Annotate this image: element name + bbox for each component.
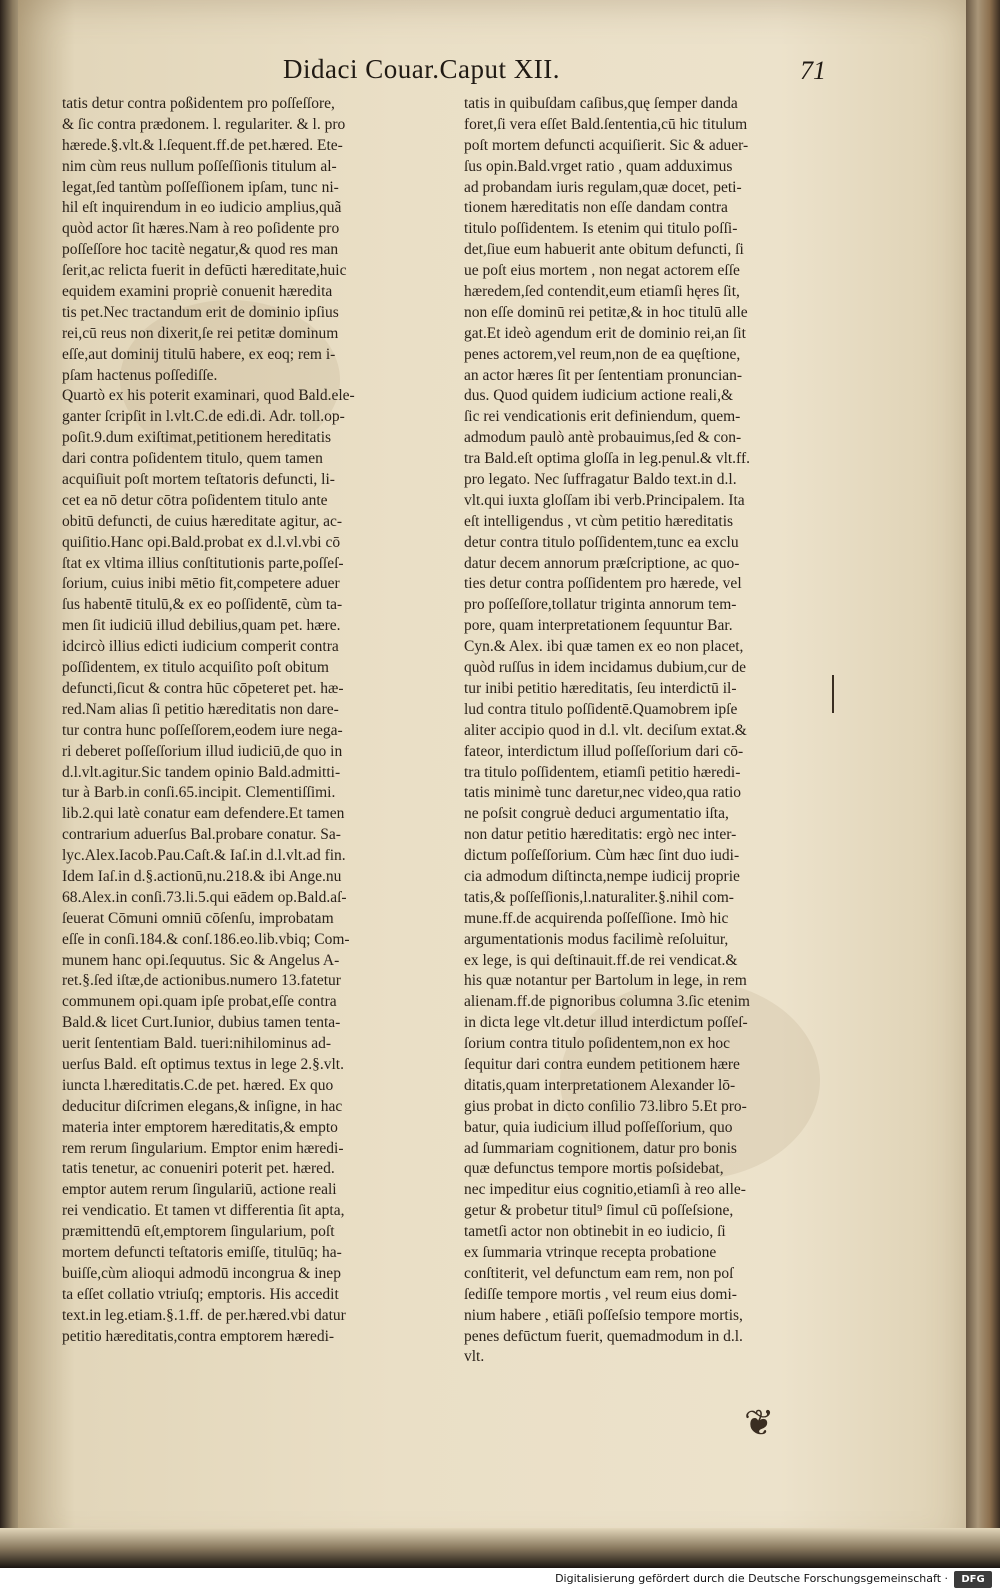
- footer-credit: Digitalisierung gefördert durch die Deutsche Forschungsgemeinschaft ·: [555, 1572, 948, 1585]
- text-line: cet ea nō detur cōtra poſidentem titulo ante: [62, 491, 328, 509]
- text-line: ſorium contra titulo poſidentem,non ex hoc: [464, 1035, 731, 1053]
- text-line: poſſeſſore hoc tacitè negatur,& quod res man: [62, 241, 339, 259]
- text-line: munem hanc opi.ſequutus. Sic & Angelus A-: [62, 951, 340, 969]
- marginal-mark: [832, 675, 834, 713]
- text-line: lib.2.qui latè conatur eam defendere.Et tamen: [62, 805, 345, 823]
- text-line: contrarium aduerſus Bal.probare conatur. Sa-: [62, 826, 341, 844]
- text-line: ue poſt eius mortem , non negat actorem eſſe: [464, 262, 740, 280]
- text-line: tra Bald.eſt optima gloſſa in leg.penul.& vlt.ff.: [464, 450, 750, 468]
- text-line: 68.Alex.in conſi.73.li.5.qui eādem op.Bald.aſ-: [62, 888, 347, 906]
- text-line: nim cùm reus nullum poſſeſſionis titulum al-: [62, 157, 337, 175]
- text-line: rem rerum ſingularium. Emptor enim hæredi-: [62, 1139, 344, 1157]
- text-line: pore, quam interpretationem ſequuntur Bar.: [464, 617, 733, 635]
- text-line: mortem defuncti teſtatoris emiſſe, titulūq; ha-: [62, 1243, 342, 1261]
- text-line: Bald.& licet Curt.Iunior, dubius tamen tenta-: [62, 1014, 341, 1032]
- text-line: ta eſſet collatio vtriuſq; emptoris. His accedit: [62, 1285, 339, 1303]
- text-line: petitio hæreditatis,contra emptorem hæredi-: [62, 1327, 335, 1345]
- text-line: tur contra hunc poſſeſſorem,eodem iure nega-: [62, 721, 343, 739]
- text-line: tametſi actor non obtinebit in eo iudicio, ſi: [464, 1223, 726, 1241]
- text-line: tionem hæreditatis non eſſe dandam contra: [464, 199, 728, 217]
- text-line: ſequitur dari contra eundem petitionem hære: [464, 1055, 740, 1073]
- text-line: quòd ruſſus in idem incidamus dubium,cur de: [464, 659, 746, 677]
- text-line: pro poſſeſſore,tollatur triginta annorum tem-: [464, 596, 737, 614]
- text-line: uerſus Bald. eſt optimus textus in lege 2.§.vlt.: [62, 1055, 344, 1073]
- text-line: an actor hæres ſit per ſententiam pronuncian-: [464, 366, 743, 384]
- text-line: non eſſe dominū rei petitæ,& in hoc titulū alle: [464, 303, 748, 321]
- text-line: d.l.vlt.agitur.Sic tandem opinio Bald.admitti-: [62, 763, 341, 781]
- text-line: tatis minimè tunc daretur,nec video,qua ratio: [464, 784, 741, 802]
- text-line: datur decem annorum præſcriptione, ac quo-: [464, 554, 740, 572]
- text-line: pſam hactenus poſſediſſe.: [62, 366, 218, 384]
- text-line: ſeuerat Cōmuni omniū cōſenſu, improbatam: [62, 909, 334, 927]
- text-line: hærede.§.vlt.& l.ſequent.ff.de pet.hæred. Ete-: [62, 136, 343, 154]
- text-line: equidem examini propriè conuenit hæredita: [62, 283, 333, 301]
- text-line: dari contra poſidentem titulo, quem tamen: [62, 450, 323, 468]
- text-line: text.in leg.etiam.§.1.ff. de per.hæred.vbi datur: [62, 1306, 346, 1324]
- text-line: ſerit,ac relicta fuerit in defūcti hæreditate,huic: [62, 262, 347, 280]
- text-line: non datur petitio hæreditatis: ergò nec inter-: [464, 826, 737, 844]
- text-line: vlt.: [464, 1348, 485, 1366]
- text-line: poſt mortem defuncti acquiſierit. Sic & aduer-: [464, 136, 749, 154]
- text-line: tatis tenetur, ac conueniri poterit pet. hæred.: [62, 1160, 335, 1178]
- text-line: obitū defuncti, de cuius hæreditate agitur, ac-: [62, 512, 343, 530]
- text-line: mune.ff.de acquirenda poſſeſſione. Imò hic: [464, 909, 729, 927]
- text-line: acquiſiuit poſt mortem teſtatoris defuncti, li-: [62, 471, 335, 489]
- text-line: getur & probetur titul⁹ ſimul cū poſſeſsione,: [464, 1202, 734, 1220]
- text-line: ex lege, is qui deſtinauit.ff.de rei vendicat.&: [464, 951, 738, 969]
- text-line: dus. Quod quidem iudicium actione reali,&: [464, 387, 734, 405]
- text-line: ſus opin.Bald.vrget ratio , quam adduximus: [464, 157, 733, 175]
- text-line: quiſitio.Hanc opi.Bald.probat ex d.l.vl.vbi cō: [62, 533, 341, 551]
- text-line: conſtiterit, vel defunctum eam rem, non poſ: [464, 1264, 734, 1282]
- text-line: tur inibi petitio hæreditatis, ſeu interdictū il-: [464, 679, 737, 697]
- text-line: eſſe in conſi.184.& conſ.186.eo.lib.vbiq; Com-: [62, 930, 350, 948]
- ornament-icon: ❦: [744, 1403, 775, 1444]
- page-number: 71: [800, 56, 826, 85]
- text-line: hil eſt inquirendum in eo iudicio amplius,quã: [62, 199, 342, 217]
- text-line: ſorium, cuius inibi mētio fit,competere aduer: [62, 575, 340, 593]
- text-line: tur à Barb.in conſi.65.incipit. Clementiſſimi.: [62, 784, 336, 802]
- text-line: alienam.ff.de pignoribus columna 3.ſic etenim: [464, 993, 750, 1011]
- text-line: emptor autem rerum ſingulariū, actione reali: [62, 1181, 337, 1199]
- text-line: ſic rei vendicationis erit definiendum, quem-: [464, 408, 741, 426]
- text-line: ditatis,quam interpretationem Alexander lō-: [464, 1076, 736, 1094]
- text-line: defuncti,ſicut & contra hūc cōpeteret pet. hæ-: [62, 679, 344, 697]
- text-line: uerit ſententiam Bald. tueri:nihilominus ad-: [62, 1035, 332, 1053]
- text-line: idcircò illius edicti iudicium comperit contra: [62, 638, 339, 656]
- text-line: det,ſiue eum habuerit ante obitum defuncti, ſi: [464, 241, 744, 259]
- text-line: penes defūctum fuerit, quemadmodum in d.l.: [464, 1327, 743, 1345]
- text-line: fateor, interdictum illud poſſeſſorium dari cō-: [464, 742, 744, 760]
- text-line: ties detur contra poſſidentem pro hærede, vel: [464, 575, 742, 593]
- text-line: penes actorem,vel reum,non de ea quęſtione,: [464, 345, 741, 363]
- footer-bar: [0, 1568, 1000, 1593]
- text-line: lyc.Alex.Iacob.Pau.Caſt.& Iaſ.in d.l.vlt.ad fin.: [62, 847, 346, 865]
- text-line: men ſit iudiciū illud debilius,quam pet. hære.: [62, 617, 341, 635]
- text-line: tatis detur contra poßidentem pro poſſeſſore,: [62, 95, 335, 112]
- text-line: tis pet.Nec tractandum erit de dominio ipſius: [62, 303, 339, 321]
- text-line: ne poſsit congruè deduci argumentatio iſta,: [464, 805, 729, 823]
- text-line: dictum poſſeſſorium. Cùm hæc ſint duo iudi-: [464, 847, 740, 865]
- text-line: materia inter emptorem hæreditatis,& empto: [62, 1118, 338, 1136]
- text-line: Idem Iaſ.in d.§.actionū,nu.218.& ibi Ange.nu: [62, 867, 342, 885]
- text-line: admodum paulò antè probauimus,ſed & con-: [464, 429, 742, 447]
- text-line: lud contra titulo poſſidentē.Quamobrem ipſe: [464, 700, 738, 718]
- text-line: his quæ notantur per Bartolum in lege, in rem: [464, 972, 747, 990]
- text-line: batur, quia iudicium illud poſſeſſorium, quo: [464, 1118, 733, 1136]
- text-line: Quartò ex his poterit examinari, quod Bald.ele-: [62, 387, 355, 405]
- text-line: titulo poſſidentem. Is etenim qui titulo poſſi-: [464, 220, 738, 238]
- text-line: argumentationis modus facilimè reſoluitur,: [464, 930, 729, 948]
- text-line: eſt intelligendus , vt cùm petitio hæreditatis: [464, 512, 734, 530]
- text-line: ex ſummaria vtrinque recepta probatione: [464, 1243, 717, 1261]
- text-line: ad probandam iuris regulam,quæ docet, peti-: [464, 178, 742, 196]
- text-line: eſſe,aut dominij titulū habere, ex eoq; rem i-: [62, 345, 336, 363]
- right-text-column: [464, 94, 826, 1368]
- text-line: hæredem,ſed contendit,eum etiamſi hęres ſit,: [464, 283, 740, 301]
- text-line: rei,cū reus non dixerit,ſe rei petitæ dominum: [62, 324, 339, 342]
- text-line: ret.§.ſed iſtæ,de actionibus.numero 13.fatetur: [62, 972, 341, 990]
- book-edge: [966, 0, 1000, 1593]
- text-line: ad ſummariam cognitionem, datur pro bonis: [464, 1139, 737, 1157]
- text-line: poſit.9.dum exiſtimat,petitionem hereditatis: [62, 429, 332, 447]
- dfg-logo: DFG: [954, 1571, 992, 1588]
- text-line: poſſidentem, ex titulo acquiſito poſt obitum: [62, 659, 329, 677]
- text-line: ſediſſe tempore mortis , vel reum eius domi-: [464, 1285, 737, 1303]
- text-line: ri deberet poſſeſſorium illud iudiciū,de quo in: [62, 742, 343, 760]
- text-line: ſus habentē titulū,& ex eo poſſidentē, cùm ta-: [62, 596, 343, 614]
- text-line: vlt.qui iuxta gloſſam ibi verb.Principalem. Ita: [464, 491, 745, 509]
- text-line: præmittendū eſt,emptorem ſingularium, poſt: [62, 1223, 335, 1241]
- text-line: quæ defunctus tempore mortis poſsidebat,: [464, 1160, 724, 1178]
- text-line: gat.Et ideò agendum erit de dominio rei,an ſit: [464, 324, 746, 342]
- text-line: ſtat ex vltima illius conſtitutionis parte,poſſeſ-: [62, 554, 344, 572]
- text-line: tatis in quibuſdam caſibus,quę ſemper danda: [464, 95, 738, 112]
- text-line: pro legato. Nec ſuffragatur Baldo text.in d.l.: [464, 471, 737, 489]
- text-line: ganter ſcripſit in l.vlt.C.de edi.di. Adr. toll.op-: [62, 408, 345, 426]
- text-line: buiſſe,cùm alioqui admodū incongrua & inep: [62, 1264, 341, 1282]
- text-line: legat,ſed tantùm poſſeſſionem ipſam, tunc ni-: [62, 178, 339, 196]
- text-line: quòd actor ſit hæres.Nam à reo poſidente pro: [62, 220, 340, 238]
- text-line: nec impeditur eius cognitio,etiamſi à reo alle-: [464, 1181, 746, 1199]
- text-line: foret,ſi vera eſſet Bald.ſententia,cū hic titulum: [464, 115, 748, 133]
- running-header: Didaci Couar.Caput XII.: [283, 54, 560, 84]
- text-line: iuncta l.hæreditatis.C.de pet. hæred. Ex quo: [62, 1076, 334, 1094]
- text-line: Cyn.& Alex. ibi quæ tamen ex eo non placet,: [464, 638, 744, 656]
- text-line: gius probat in dicto conſilio 73.libro 5.Et pro-: [464, 1097, 747, 1115]
- text-line: detur contra titulo poſſidentem,tunc ea exclu: [464, 533, 739, 551]
- text-line: red.Nam alias ſi petitio hæreditatis non dare-: [62, 700, 339, 718]
- left-text-column: [62, 94, 430, 1347]
- text-line: tatis,& poſſeſſionis,l.naturaliter.§.nihil com-: [464, 888, 734, 906]
- text-line: & ſic contra prædonem. l. regulariter. & l. pro: [62, 115, 346, 133]
- text-line: aliter accipio quod in d.l. vlt. deciſum extat.&: [464, 721, 747, 739]
- text-line: in dicta lege vlt.detur illud interdictum poſſeſ-: [464, 1014, 748, 1032]
- text-line: cia admodum diſtincta,nempe iudicij proprie: [464, 867, 740, 885]
- text-line: tra titulo poſſidentem, etiamſi petitio hæredi-: [464, 763, 741, 781]
- text-line: deducitur diſcrimen elegans,& inſigne, in hac: [62, 1097, 343, 1115]
- text-line: communem opi.quam ipſe probat,eſſe contra: [62, 993, 337, 1011]
- text-line: nium habere , etiāſi poſſeſsio tempore mortis,: [464, 1306, 743, 1324]
- page-bottom-edge: [0, 1528, 1000, 1568]
- text-line: rei vendicatio. Et tamen vt differentia ſit apta,: [62, 1202, 345, 1220]
